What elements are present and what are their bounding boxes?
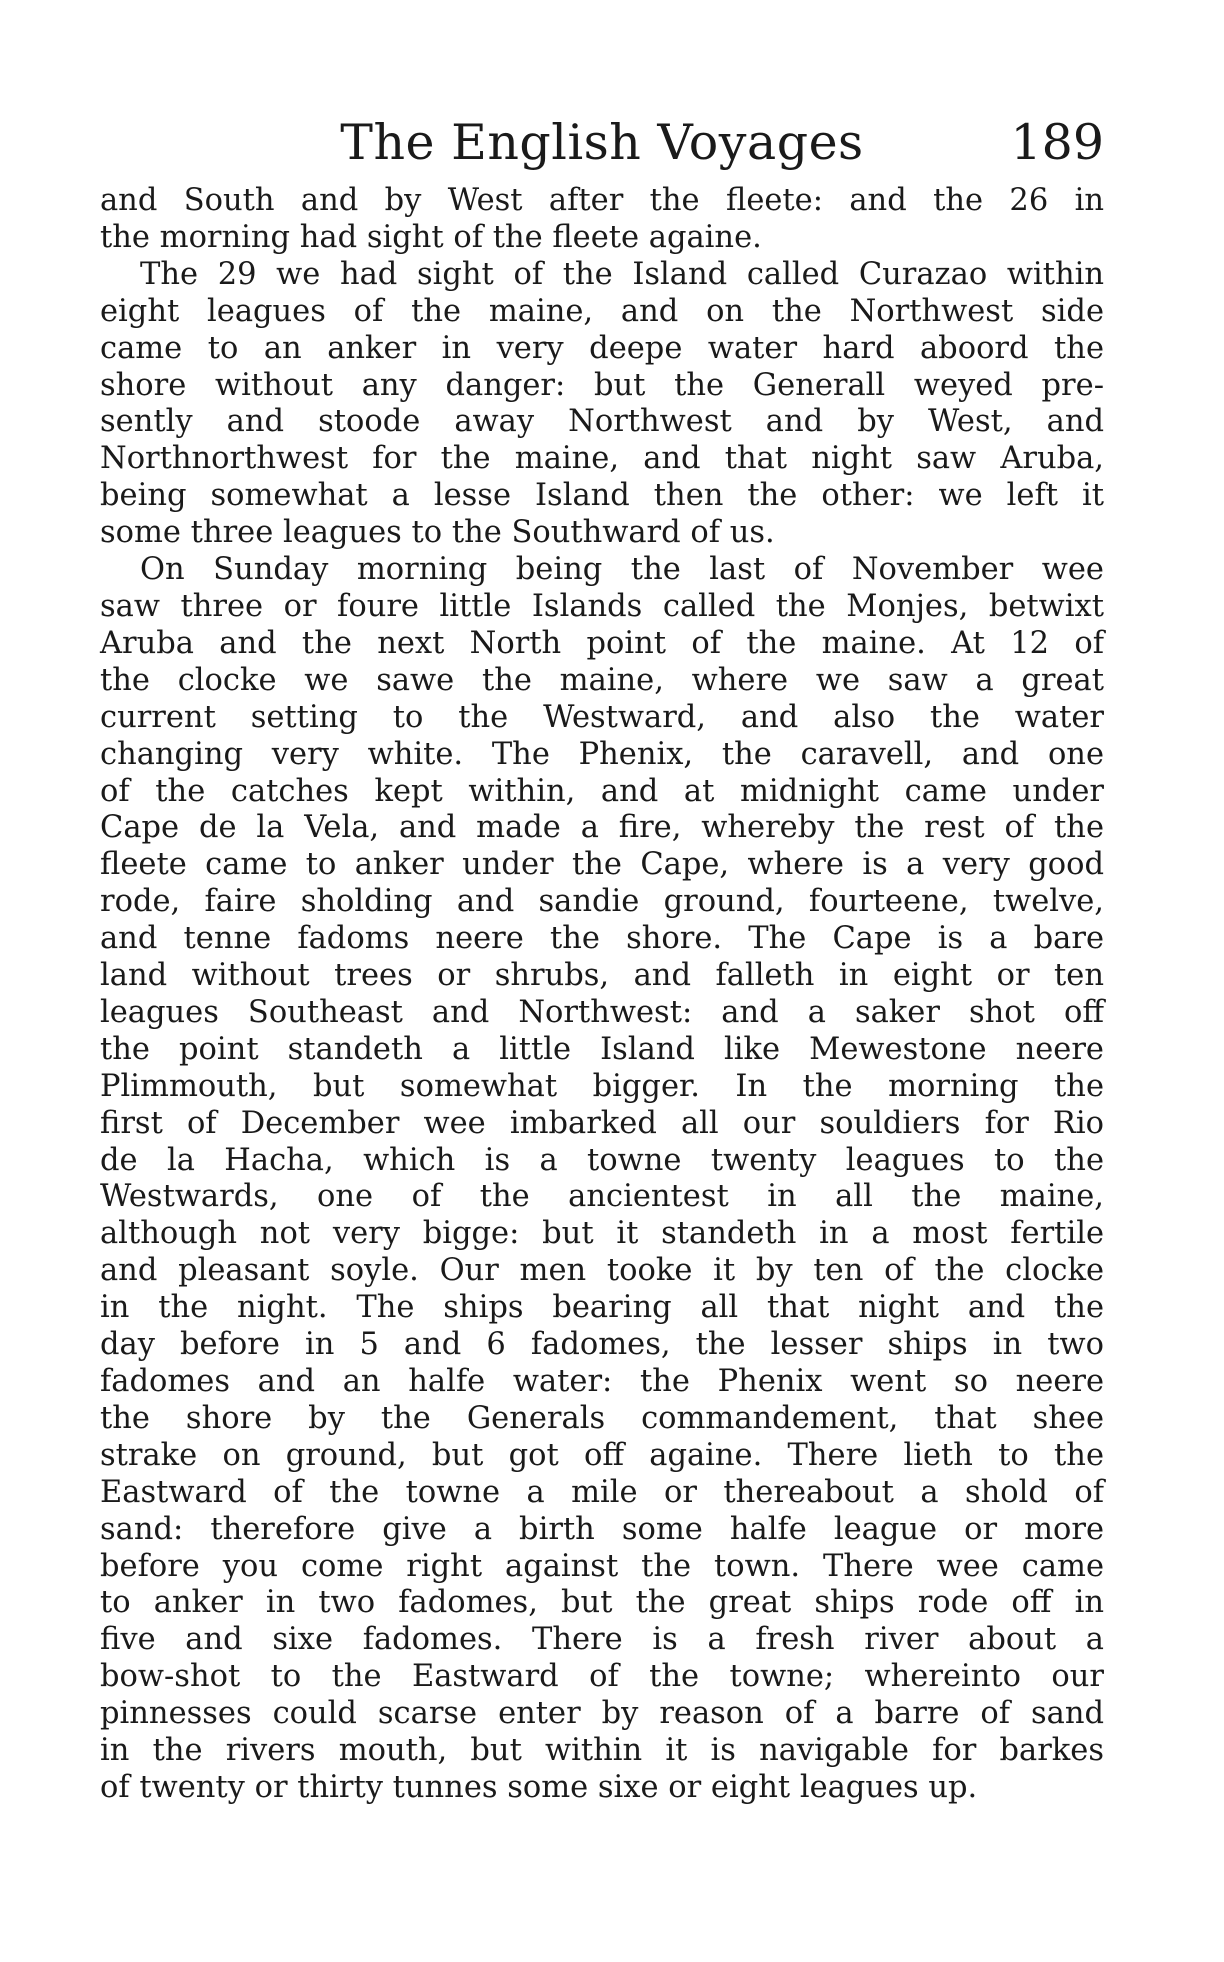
- text-line: rode, faire sholding and sandie ground, fourteene, twelve,: [100, 884, 1104, 920]
- text-line: the point standeth a little Island like Mewestone neere: [100, 1031, 1104, 1067]
- text-line: day before in 5 and 6 fadomes, the lesser ships in two: [100, 1327, 1104, 1363]
- text-line: Aruba and the next North point of the maine. At 12 of: [100, 625, 1104, 661]
- text-line: eight leagues of the maine, and on the Northwest side: [100, 293, 1104, 329]
- text-line: and tenne fadoms neere the shore. The Cape is a bare: [100, 921, 1104, 957]
- text-line: and South and by West after the fleete: and the 26 in: [100, 183, 1104, 218]
- text-line: strake on ground, but got off againe. There lieth to the: [100, 1437, 1104, 1473]
- text-line: in the night. The ships bearing all that night and the: [100, 1290, 1104, 1326]
- text-line: first of December wee imbarked all our souldiers for Rio: [100, 1105, 1104, 1141]
- text-line: although not very bigge: but it standeth in a most fertile: [100, 1216, 1104, 1252]
- text-line: in the rivers mouth, but within it is navigable for barkes: [100, 1733, 1104, 1769]
- text-line: de la Hacha, which is a towne twenty leagues to the: [100, 1142, 1104, 1178]
- text-line: and pleasant soyle. Our men tooke it by ten of the clocke: [100, 1253, 1104, 1289]
- text-line: sently and stoode away Northwest and by West, and: [100, 404, 1104, 440]
- running-title: The English Voyages: [340, 114, 864, 171]
- text-line: leagues Southeast and Northwest: and a saker shot off: [100, 994, 1104, 1030]
- text-line: current setting to the Westward, and also the water: [100, 699, 1104, 735]
- paragraph-1: [100, 183, 1104, 257]
- text-line: the clocke we sawe the maine, where we saw a great: [100, 662, 1104, 698]
- text-line: of twenty or thirty tunnes some sixe or eight leagues up.: [100, 1769, 978, 1805]
- text-line: fleete came to anker under the Cape, where is a very good: [100, 847, 1104, 883]
- text-line: before you come right against the town. There wee came: [100, 1548, 1104, 1584]
- text-line: saw three or foure little Islands called the Monjes, betwixt: [100, 588, 1104, 624]
- text-line: Plimmouth, but somewhat bigger. In the morning the: [100, 1068, 1104, 1104]
- text-line: On Sunday morning being the last of November wee: [140, 552, 1104, 588]
- text-line: some three leagues to the Southward of us.: [100, 515, 775, 551]
- text-line: the shore by the Generals commandement, that shee: [100, 1400, 1104, 1436]
- paragraph-3: [100, 552, 1104, 1807]
- text-line: pinnesses could scarse enter by reason of a barre of sand: [100, 1696, 1104, 1732]
- body-text: [100, 183, 1104, 1807]
- text-line: bow-shot to the Eastward of the towne; whereinto our: [100, 1659, 1104, 1695]
- page-number: 189: [1010, 114, 1104, 171]
- text-line: fadomes and an halfe water: the Phenix went so neere: [100, 1364, 1104, 1399]
- text-line: The 29 we had sight of the Island called Curazao within: [140, 256, 1104, 292]
- text-line: five and sixe fadomes. There is a fresh river about a: [100, 1622, 1104, 1658]
- text-line: Eastward of the towne a mile or thereabout a shold of: [100, 1474, 1104, 1510]
- text-line: changing very white. The Phenix, the caravell, and one: [100, 736, 1104, 772]
- text-line: land without trees or shrubs, and falleth in eight or ten: [100, 958, 1104, 994]
- text-line: sand: therefore give a birth some halfe league or more: [100, 1511, 1104, 1547]
- text-line: shore without any danger: but the Generall weyed pre-: [100, 367, 1104, 403]
- text-line: the morning had sight of the fleete againe.: [100, 219, 762, 255]
- text-line: came to an anker in very deepe water hard aboord the: [100, 330, 1104, 366]
- running-head: [100, 108, 1104, 178]
- text-line: Northnorthwest for the maine, and that night saw Aruba,: [100, 441, 1104, 477]
- text-line: of the catches kept within, and at midnight came under: [100, 773, 1104, 809]
- text-line: Cape de la Vela, and made a fire, whereby the rest of the: [100, 810, 1104, 846]
- text-line: to anker in two fadomes, but the great ships rode off in: [100, 1585, 1104, 1621]
- paragraph-2: [100, 257, 1104, 552]
- text-line: Westwards, one of the ancientest in all the maine,: [100, 1179, 1104, 1215]
- text-line: being somewhat a lesse Island then the other: we left it: [100, 478, 1104, 514]
